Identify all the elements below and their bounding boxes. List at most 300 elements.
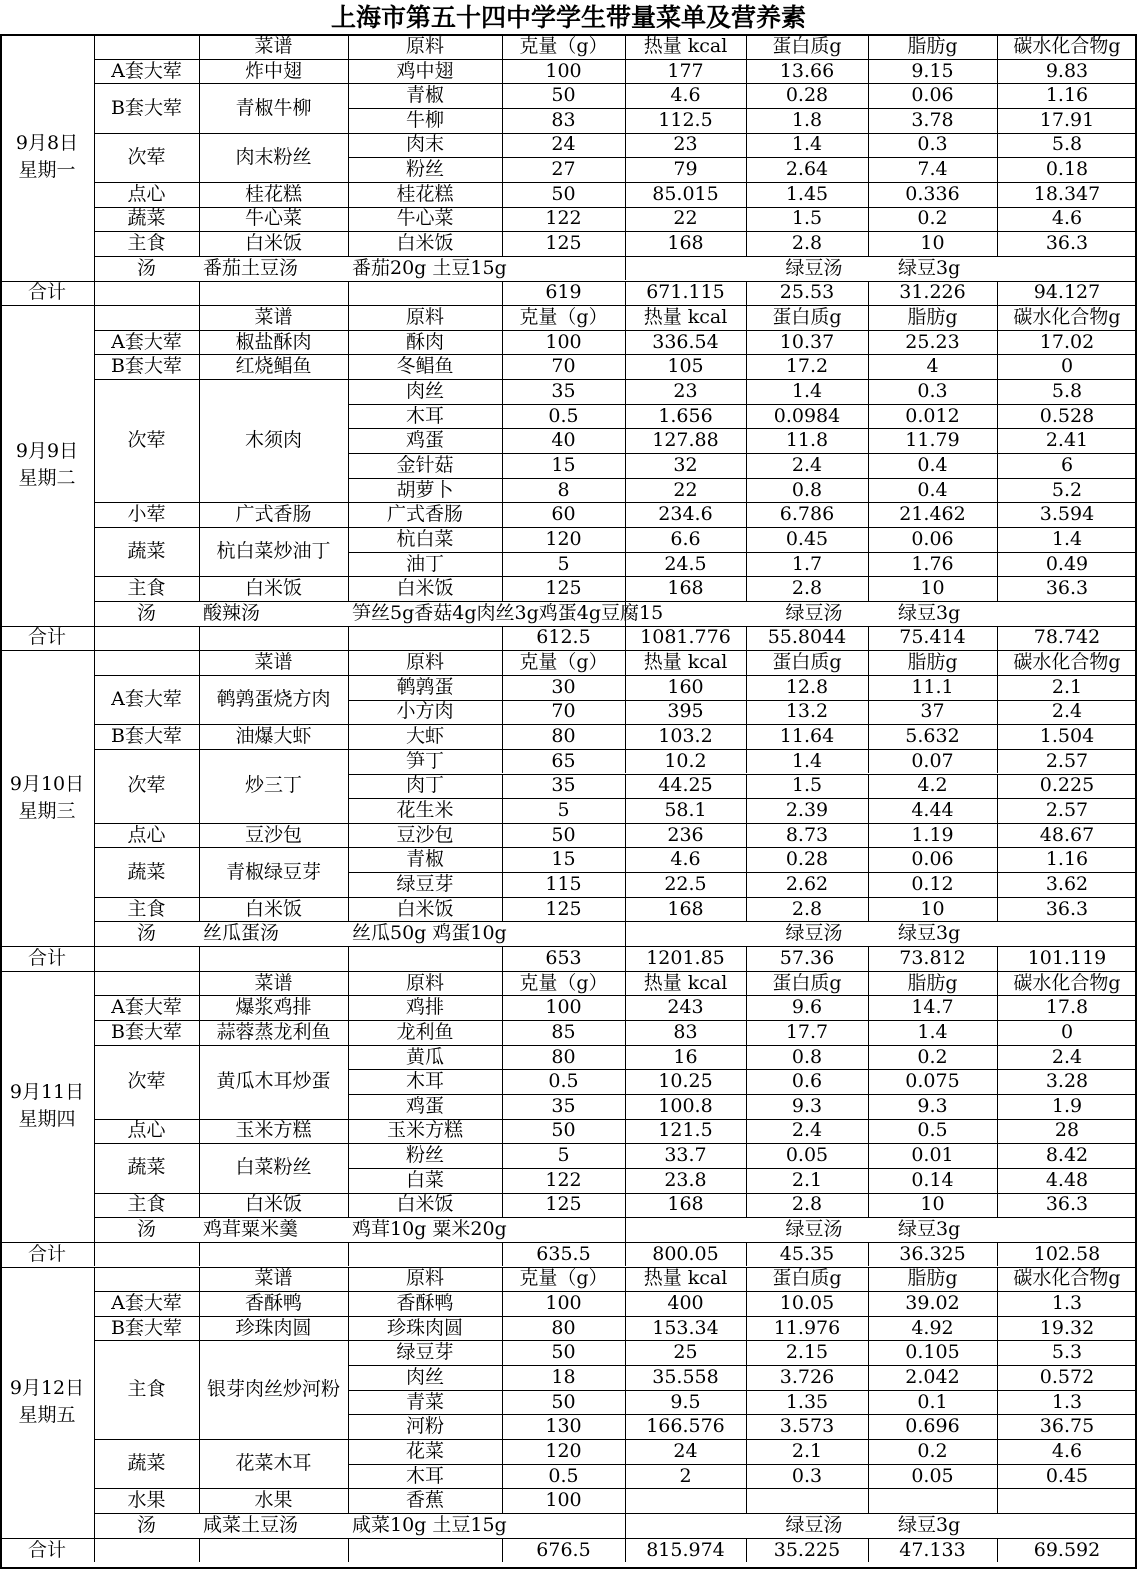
grid-line — [625, 330, 626, 355]
grid-line — [94, 1538, 95, 1563]
fat-value: 1.4 — [917, 1020, 948, 1043]
energy-value: 336.54 — [652, 330, 719, 353]
meal-category: 主食 — [127, 577, 166, 600]
grid-line — [348, 675, 349, 700]
grid-line — [625, 626, 626, 651]
ingredient-name: 牛柳 — [405, 108, 444, 131]
grid-line — [868, 502, 869, 527]
drink-name: 绿豆汤 — [785, 1218, 843, 1241]
grid-line — [502, 1488, 503, 1513]
grid-line — [348, 1119, 349, 1144]
grid-line — [625, 1045, 626, 1070]
energy-value: 2 — [679, 1464, 692, 1487]
grid-line — [348, 1439, 349, 1464]
grid-line — [868, 995, 869, 1020]
energy-value: 22.5 — [664, 872, 707, 895]
ingredient-name: 杭白菜 — [396, 527, 454, 550]
grid-line — [348, 83, 349, 108]
day-date: 9月8日 — [15, 132, 79, 155]
grid-line — [997, 207, 998, 232]
total-value: 75.414 — [899, 626, 966, 649]
ingredient-name: 青椒 — [405, 84, 444, 107]
grid-line — [348, 157, 349, 182]
total-value: 31.226 — [899, 281, 966, 304]
ingredient-name: 小方肉 — [396, 700, 454, 723]
grid-line — [625, 1414, 626, 1439]
grid-line — [868, 1340, 869, 1365]
grams-value: 65 — [551, 749, 576, 772]
grid-line — [746, 1267, 747, 1292]
total-value: 612.5 — [536, 626, 591, 649]
energy-value: 16 — [673, 1045, 698, 1068]
grams-value: 125 — [545, 897, 582, 920]
grid-line — [199, 675, 200, 724]
dish-name: 白菜粉丝 — [235, 1156, 312, 1179]
day-weekday: 星期四 — [18, 1108, 76, 1131]
energy-value: 100.8 — [658, 1094, 713, 1117]
grid-line — [625, 675, 626, 700]
fat-value: 0.2 — [917, 207, 948, 230]
meal-category: A套大荤 — [111, 1292, 182, 1315]
carbs-value: 1.9 — [1051, 1094, 1083, 1117]
grams-value: 100 — [545, 330, 582, 353]
carbs-value: 36.3 — [1045, 1193, 1089, 1216]
day-date: 9月11日 — [9, 1081, 85, 1104]
grid-line — [502, 207, 503, 232]
dish-name: 青椒绿豆芽 — [225, 860, 321, 883]
grid-line — [997, 1020, 998, 1045]
ingredient-name: 白米饭 — [396, 232, 454, 255]
header-carbs: 碳水化合物g — [1013, 971, 1121, 994]
carbs-value: 2.1 — [1051, 675, 1083, 698]
grid-line — [625, 774, 626, 799]
grid-line — [502, 379, 503, 404]
protein-value: 1.5 — [791, 774, 823, 797]
grid-line — [502, 1069, 503, 1094]
ingredient-name: 笋丁 — [405, 749, 444, 772]
grid-line — [502, 552, 503, 577]
carbs-value — [997, 1488, 1137, 1513]
grid-line — [868, 675, 869, 700]
protein-value: 0.3 — [791, 1464, 823, 1487]
grid-line — [502, 995, 503, 1020]
energy-value: 127.88 — [652, 429, 719, 452]
ingredient-name: 河粉 — [405, 1415, 444, 1438]
ingredient-name: 肉末 — [405, 133, 444, 156]
grid-line — [348, 650, 349, 675]
fat-value — [868, 1488, 997, 1513]
grid-line — [625, 1340, 626, 1365]
grid-line — [348, 527, 349, 552]
carbs-value: 18.347 — [1033, 182, 1101, 205]
grid-line — [868, 576, 869, 601]
header-fat: 脂肪g — [907, 306, 958, 329]
grams-value: 60 — [551, 503, 576, 526]
carbs-value: 28 — [1054, 1119, 1080, 1142]
grid-line — [348, 1069, 349, 1094]
protein-value: 3.573 — [779, 1415, 835, 1438]
grid-line — [348, 724, 349, 749]
grid-line — [625, 379, 626, 404]
grams-value: 35 — [551, 379, 576, 402]
dish-name: 玉米方糕 — [235, 1119, 312, 1142]
grid-line — [199, 34, 200, 59]
grid-line — [348, 1094, 349, 1119]
carbs-value: 3.28 — [1045, 1070, 1089, 1093]
grams-value: 50 — [551, 84, 576, 107]
grid-line — [502, 59, 503, 84]
meal-category: 蔬菜 — [127, 207, 166, 230]
fat-value: 0.3 — [917, 133, 948, 156]
fat-value: 1.76 — [911, 552, 954, 575]
header-protein: 蛋白质g — [772, 34, 842, 57]
dish-name: 豆沙包 — [244, 823, 302, 846]
grid-line — [502, 700, 503, 725]
grid-line — [199, 1020, 200, 1045]
grams-value: 15 — [551, 848, 576, 871]
grid-line — [746, 1488, 747, 1513]
meal-category: A套大荤 — [111, 330, 182, 353]
fat-value: 0.2 — [917, 1439, 948, 1462]
total-label: 合计 — [27, 1538, 66, 1561]
grid-line — [625, 921, 626, 946]
grid-line — [997, 1143, 998, 1168]
grid-line — [997, 1439, 998, 1464]
dish-name: 炒三丁 — [244, 774, 302, 797]
fat-value: 4.92 — [911, 1316, 954, 1339]
grams-value: 27 — [551, 158, 576, 181]
fat-value: 0.06 — [911, 848, 954, 871]
grid-line — [997, 1291, 998, 1316]
protein-value: 17.2 — [785, 355, 829, 378]
grid-line — [502, 1340, 503, 1365]
protein-value: 2.1 — [791, 1439, 823, 1462]
drink-detail: 绿豆3g — [898, 256, 961, 279]
protein-value: 0.0984 — [773, 404, 841, 427]
carbs-value: 17.91 — [1039, 108, 1095, 131]
grid-line — [625, 749, 626, 774]
carbs-value: 4.6 — [1051, 207, 1083, 230]
protein-value: 2.8 — [791, 1193, 823, 1216]
grid-line — [868, 1094, 869, 1119]
grid-line — [94, 34, 95, 281]
fat-value: 2.042 — [905, 1365, 960, 1388]
protein-value: 2.1 — [791, 1168, 823, 1191]
header-energy: 热量 kcal — [643, 971, 728, 994]
grid-line — [997, 1414, 998, 1439]
grams-value: 80 — [551, 1316, 576, 1339]
day-date: 9月12日 — [9, 1377, 85, 1400]
grid-line — [625, 971, 626, 996]
grid-line — [868, 281, 869, 306]
grid-line — [94, 626, 95, 651]
grid-line — [746, 650, 747, 675]
grid-line — [625, 576, 626, 601]
grid-line — [502, 231, 503, 256]
grid-line — [625, 157, 626, 182]
ingredient-name: 白米饭 — [396, 577, 454, 600]
grid-line — [868, 1488, 869, 1513]
grid-line — [868, 330, 869, 355]
protein-value: 8.73 — [785, 823, 829, 846]
ingredient-name: 粉丝 — [405, 158, 444, 181]
carbs-value: 5.2 — [1051, 478, 1083, 501]
grid-line — [348, 108, 349, 133]
drink-detail: 绿豆3g — [898, 1513, 961, 1536]
grid-line — [502, 1020, 503, 1045]
header-grams: 克量（g） — [519, 971, 608, 994]
protein-value: 0.05 — [785, 1144, 829, 1167]
grams-value: 15 — [551, 453, 576, 476]
grid-line — [746, 724, 747, 749]
energy-value: 4.6 — [670, 848, 701, 871]
meal-category: 点心 — [127, 182, 166, 205]
grid-line — [868, 1464, 869, 1489]
grid-line — [502, 1414, 503, 1439]
total-value: 1201.85 — [646, 946, 725, 969]
grid-line — [746, 1094, 747, 1119]
grid-line — [502, 576, 503, 601]
grid-line — [625, 502, 626, 527]
total-value: 102.58 — [1033, 1242, 1101, 1265]
dish-name: 蒜蓉蒸龙利鱼 — [216, 1020, 331, 1043]
protein-value: 2.64 — [785, 158, 829, 181]
ingredient-name: 广式香肠 — [386, 503, 463, 526]
protein-value: 2.8 — [791, 897, 823, 920]
grid-line — [997, 897, 998, 922]
dish-name: 香酥鸭 — [244, 1292, 302, 1315]
grid-line — [199, 330, 200, 355]
grid-line — [348, 281, 349, 306]
header-carbs: 碳水化合物g — [1013, 34, 1121, 57]
day-weekday: 星期二 — [18, 467, 76, 490]
energy-value: 103.2 — [658, 725, 713, 748]
meal-category: 次荤 — [127, 145, 166, 168]
grid-line — [868, 1291, 869, 1316]
energy-value: 22 — [673, 478, 698, 501]
energy-value: 153.34 — [652, 1316, 719, 1339]
energy-value: 23 — [673, 379, 698, 402]
grid-line — [348, 1538, 349, 1563]
fat-value: 0.14 — [911, 1168, 954, 1191]
carbs-value: 1.16 — [1045, 848, 1089, 871]
fat-value: 0.06 — [911, 84, 954, 107]
grid-line — [199, 527, 200, 576]
energy-value: 22 — [673, 207, 698, 230]
protein-value: 0.28 — [785, 848, 829, 871]
grid-line — [502, 675, 503, 700]
grid-line — [625, 108, 626, 133]
carbs-value: 3.594 — [1039, 503, 1095, 526]
grid-line — [502, 1143, 503, 1168]
carbs-value: 48.67 — [1039, 823, 1095, 846]
grid-line — [625, 281, 626, 306]
grid-line — [746, 823, 747, 848]
total-value: 619 — [545, 281, 582, 304]
ingredient-name: 青椒 — [405, 848, 444, 871]
grid-line — [868, 34, 869, 59]
grid-line — [868, 1193, 869, 1218]
ingredient-name: 油丁 — [405, 552, 444, 575]
grid-line — [625, 995, 626, 1020]
energy-value: 85.015 — [652, 182, 719, 205]
grid-line — [746, 1045, 747, 1070]
meal-category: B套大荤 — [111, 725, 182, 748]
energy-value: 33.7 — [664, 1144, 707, 1167]
fat-value: 4.2 — [917, 774, 948, 797]
grid-line — [348, 1414, 349, 1439]
header-fat: 脂肪g — [907, 971, 958, 994]
grid-line — [625, 305, 626, 330]
grid-line — [502, 1365, 503, 1390]
drink-name: 绿豆汤 — [785, 922, 843, 945]
grid-line — [94, 946, 95, 971]
soup-name: 咸菜土豆汤 — [203, 1513, 299, 1536]
grid-line — [997, 1168, 998, 1193]
energy-value: 121.5 — [658, 1119, 713, 1142]
grid-line — [746, 478, 747, 503]
fat-value: 11.1 — [911, 675, 954, 698]
total-value: 69.592 — [1033, 1538, 1101, 1561]
grid-line — [997, 453, 998, 478]
dish-name: 黄瓜木耳炒蛋 — [216, 1070, 331, 1093]
grams-value: 0.5 — [548, 1464, 579, 1487]
total-label: 合计 — [27, 1242, 66, 1265]
grid-line — [997, 1045, 998, 1070]
soup-label: 汤 — [136, 1218, 156, 1241]
grid-line — [199, 207, 200, 232]
grid-line — [997, 774, 998, 799]
soup-label: 汤 — [136, 601, 156, 624]
grid-line — [746, 281, 747, 306]
grid-line — [625, 1193, 626, 1218]
grid-line — [746, 1020, 747, 1045]
grid-line — [868, 971, 869, 996]
total-value: 45.35 — [779, 1242, 835, 1265]
fat-value: 10 — [920, 232, 945, 255]
energy-value: 166.576 — [646, 1415, 725, 1438]
grid-line — [997, 502, 998, 527]
grid-line — [348, 1316, 349, 1341]
carbs-value: 1.4 — [1051, 527, 1083, 550]
grid-line — [625, 1267, 626, 1292]
protein-value: 1.4 — [791, 749, 823, 772]
energy-value: 9.5 — [670, 1390, 701, 1413]
total-value: 653 — [545, 946, 582, 969]
fat-value: 0.105 — [905, 1341, 960, 1364]
energy-value: 236 — [667, 823, 704, 846]
grid-line — [348, 453, 349, 478]
grid-line — [348, 1193, 349, 1218]
grid-line — [868, 1439, 869, 1464]
grid-line — [348, 478, 349, 503]
grid-line — [625, 1464, 626, 1489]
grid-line — [746, 1193, 747, 1218]
grid-line — [348, 379, 349, 404]
fat-value: 0.4 — [917, 453, 948, 476]
header-ingredient: 原料 — [405, 34, 444, 57]
grid-line — [746, 404, 747, 429]
grid-line — [997, 749, 998, 774]
fat-value: 25.23 — [905, 330, 960, 353]
soup-label: 汤 — [136, 256, 156, 279]
grid-line — [625, 231, 626, 256]
header-dish: 菜谱 — [254, 651, 293, 674]
grid-line — [746, 897, 747, 922]
energy-value: 23.8 — [664, 1168, 707, 1191]
grid-line — [625, 1513, 626, 1538]
header-ingredient: 原料 — [405, 971, 444, 994]
grid-line — [199, 823, 200, 848]
protein-value: 1.4 — [791, 133, 823, 156]
grid-line — [746, 453, 747, 478]
fat-value: 3.78 — [911, 108, 954, 131]
grid-line — [348, 1340, 349, 1365]
drink-name: 绿豆汤 — [785, 256, 843, 279]
grid-line — [746, 108, 747, 133]
grams-value: 125 — [545, 232, 582, 255]
grid-line — [746, 675, 747, 700]
ingredient-name: 鹌鹑蛋 — [396, 675, 454, 698]
total-value: 47.133 — [899, 1538, 966, 1561]
header-grams: 克量（g） — [519, 306, 608, 329]
carbs-value: 5.8 — [1051, 133, 1083, 156]
grid-line — [997, 83, 998, 108]
carbs-value: 1.16 — [1045, 84, 1089, 107]
protein-value: 0.8 — [791, 478, 823, 501]
carbs-value: 0.572 — [1039, 1365, 1095, 1388]
dish-name: 木须肉 — [244, 429, 302, 452]
carbs-value: 36.3 — [1045, 577, 1089, 600]
total-value: 1081.776 — [640, 626, 731, 649]
grid-line — [625, 404, 626, 429]
grid-line — [94, 971, 95, 1242]
grid-line — [502, 305, 503, 330]
grid-line — [868, 157, 869, 182]
grams-value: 85 — [551, 1020, 576, 1043]
grid-line — [997, 428, 998, 453]
total-value: 36.325 — [899, 1242, 966, 1265]
meal-category: 点心 — [127, 1119, 166, 1142]
grid-line — [502, 1464, 503, 1489]
grams-value: 50 — [551, 1341, 576, 1364]
grid-line — [746, 34, 747, 59]
grid-line — [997, 823, 998, 848]
grid-line — [348, 1267, 349, 1292]
grid-line — [997, 872, 998, 897]
carbs-value: 4.6 — [1051, 1439, 1083, 1462]
ingredient-name: 青菜 — [405, 1390, 444, 1413]
grams-value: 50 — [551, 1390, 576, 1413]
header-fat: 脂肪g — [907, 1267, 958, 1290]
grid-line — [868, 1267, 869, 1292]
ingredient-name: 豆沙包 — [396, 823, 454, 846]
meal-category: A套大荤 — [111, 996, 182, 1019]
grid-line — [348, 872, 349, 897]
grid-line — [625, 207, 626, 232]
grid-line — [348, 34, 349, 59]
grid-line — [199, 576, 200, 601]
grid-line — [746, 1143, 747, 1168]
grid-line — [997, 157, 998, 182]
grid-line — [502, 626, 503, 651]
grid-line — [868, 108, 869, 133]
ingredient-name: 绿豆芽 — [396, 1341, 454, 1364]
drink-detail: 绿豆3g — [898, 922, 961, 945]
grid-line — [746, 1316, 747, 1341]
carbs-value: 0.45 — [1045, 1464, 1089, 1487]
header-fat: 脂肪g — [907, 651, 958, 674]
